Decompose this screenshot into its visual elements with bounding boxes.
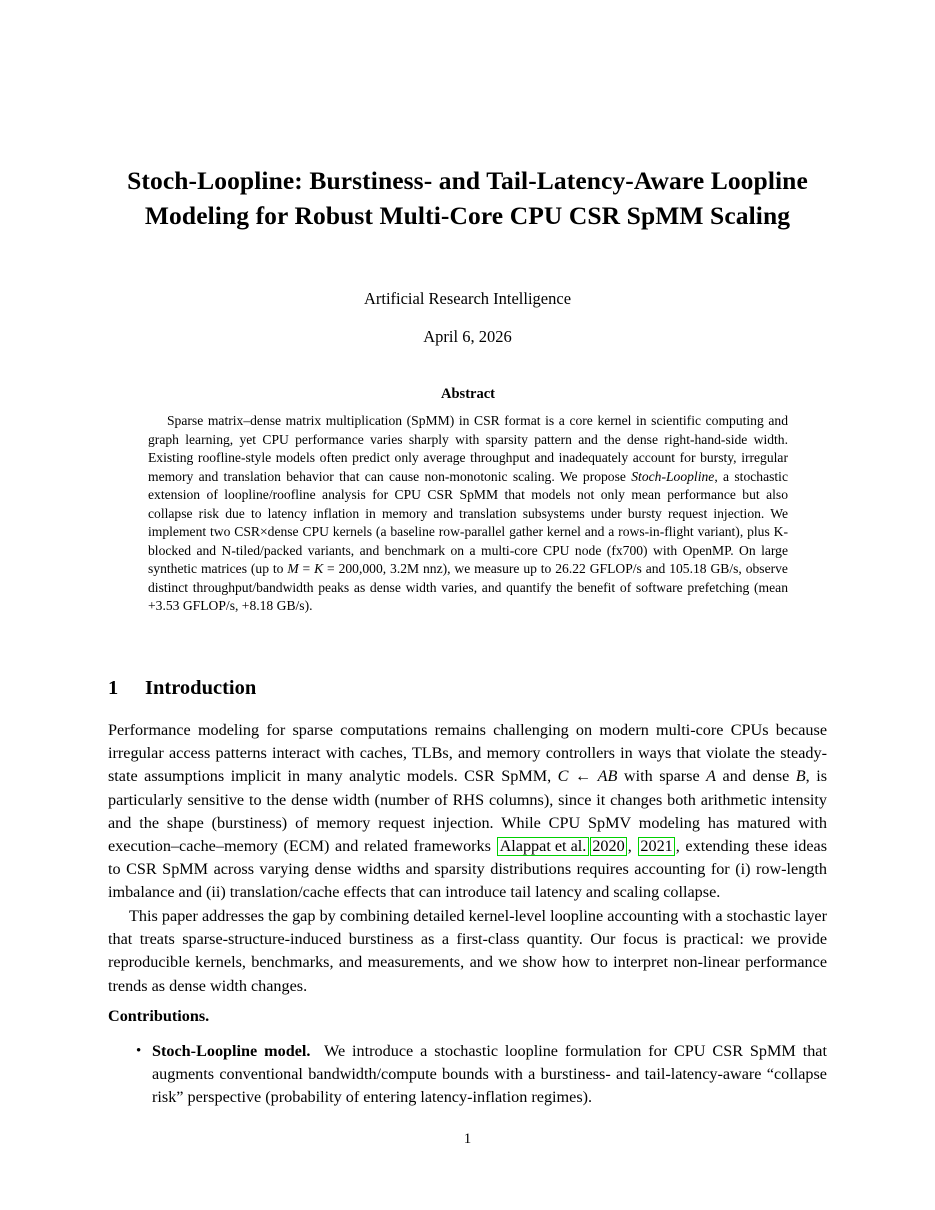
list-item-text: We introduce a stochastic loopline formulation for CPU CSR SpMM that augments conventional bandwidth/compute bounds with a burstiness- and tail-latency-aware “collapse risk” perspective (probability of entering latency-inflation regimes). — [152, 1042, 827, 1107]
math-symbol-ab: AB — [597, 767, 618, 786]
list-item-label: Stoch-Loopline model. — [152, 1042, 311, 1060]
bullet-point-icon: • — [136, 1043, 142, 1059]
math-symbol-a: A — [706, 767, 717, 786]
math-eq-2: = — [323, 561, 339, 577]
title-block — [108, 163, 827, 233]
section-title: Introduction — [145, 677, 257, 699]
author-line: Artificial Research Intelligence — [363, 289, 572, 308]
contributions-list — [108, 1040, 827, 1110]
citation-separator: , — [627, 837, 638, 856]
section-heading-introduction — [108, 675, 827, 701]
citation-link-year-2020[interactable]: 2020 — [590, 837, 627, 856]
math-eq-1: = — [298, 561, 315, 577]
abstract-emph-stoch-loopline: Stoch-Loopline — [631, 468, 715, 484]
math-symbol-m: M — [287, 561, 299, 577]
abstract-body — [148, 412, 788, 616]
math-symbol-c: C — [557, 767, 569, 786]
citation-link-author[interactable]: Alappat et al. — [497, 837, 589, 856]
math-symbol-k: K — [314, 561, 324, 577]
citation-link-year-2021[interactable]: 2021 — [638, 837, 675, 856]
intro-text-c: and dense — [716, 767, 796, 786]
intro-text-d: , is particularly sensitive to the dense width (number of RHS columns), since it changes both arithmetic intensity and the shape (burstiness) of memory request injection. While CPU SpMV modeling has matured with execution–cache–memory (ECM) and related frameworks — [108, 767, 827, 856]
intro-paragraph-1 — [108, 719, 827, 905]
date-line: April 6, 2026 — [423, 327, 512, 346]
abstract-text-3: 200,000, 3.2M nnz), we measure up to 26.22 GFLOP/s and 105.18 GB/s, observe distinct throughput/bandwidth peaks as dense width varies, and quantify the benefit of software prefetching (mean +3.53 GFLOP/s, +8.18 GB/s). — [148, 561, 788, 614]
abstract-heading: Abstract — [441, 386, 495, 402]
math-arrow: ← — [568, 767, 598, 786]
abstract-text-2: , a stochastic extension of loopline/roofline analysis for CPU CSR SpMM that models not only mean performance but also collapse risk due to latency inflation in memory and translation subsystems under bursty request injection. We implement two CSR×dense CPU kernels (a baseline row-parallel gather kernel and a rows-in-flight variant), plus K-blocked and N-tiled/packed variants, and benchmark on a multi-core CPU node (fx700) with OpenMP. On large synthetic matrices (up to — [148, 468, 788, 577]
page-number: 1 — [463, 1131, 472, 1147]
intro-paragraph-2: This paper addresses the gap by combining detailed kernel-level loopline accounting with a stochastic layer that treats sparse-structure-induced burstiness as a first-class quantity. Our focus is practical: we provide reproducible kernels, benchmarks, and measurements, and we show how to interpret non-linear performance trends as dense width changes. — [108, 907, 827, 995]
abstract-text-1: Sparse matrix–dense matrix multiplication (SpMM) in CSR format is a core kernel in scientific computing and graph learning, yet CPU performance varies sharply with sparsity pattern and the dense right-hand-side width. Existing roofline-style models often predict only average throughput and inadequately account for bursty, irregular memory and translation behavior that can cause non-monotonic scaling. We propose — [148, 413, 788, 484]
intro-text-e: , extending these ideas to CSR SpMM across varying dense widths and sparsity distributions requires accounting for (i) row-length imbalance and (ii) translation/cache effects that can introduce tail latency and scaling collapse. — [108, 837, 828, 902]
contributions-heading: Contributions. — [108, 1007, 210, 1025]
intro-text-a: Performance modeling for sparse computations remains challenging on modern multi-core CPUs because irregular access patterns interact with caches, TLBs, and memory controllers in ways that violate the steady-state assumptions implicit in many analytic models. CSR SpMM, — [108, 721, 827, 786]
section-number: 1 — [108, 677, 119, 699]
math-symbol-b: B — [795, 767, 806, 786]
intro-text-b: with sparse — [617, 767, 707, 786]
list-item — [108, 1040, 827, 1110]
page-title: Stoch-Loopline: Burstiness- and Tail-Latency-Aware Loopline Modeling for Robust Multi-Core CPU CSR SpMM Scaling — [127, 166, 808, 230]
